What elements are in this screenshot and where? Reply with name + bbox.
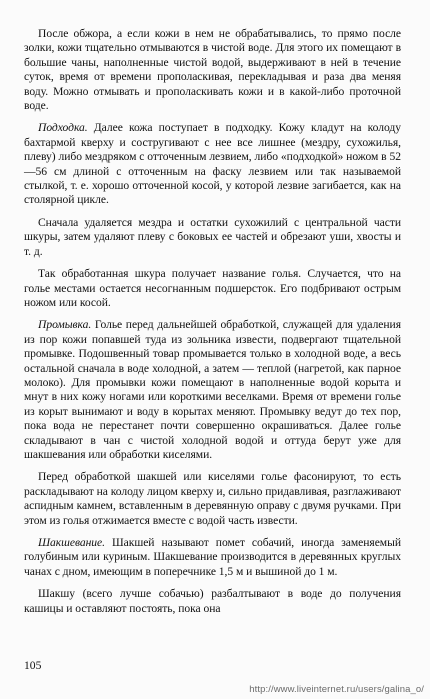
page-number: 105 bbox=[24, 659, 42, 672]
paragraph-golye bbox=[24, 267, 401, 310]
paragraph-lead: Подходка. bbox=[38, 121, 88, 135]
paragraph-text: Сначала удаляется мездра и остатки сухожилий с центральной части шкуры, затем удаляют плеву с боковых ее частей и обрезают уши, хвосты и т. д. bbox=[24, 215, 401, 258]
watermark-url: http://www.liveinternet.ru/users/galina_o/ bbox=[249, 684, 424, 695]
paragraph-text: Шакшу (всего лучше собачью) разбалтывают в воде до получения кашицы и оставляют постоять, пока она bbox=[24, 587, 401, 615]
paragraph-text: Перед обработкой шакшей или киселями голье фасонируют, то есть раскладывают на колоду лицом кверху и, сильно придавливая, разглаживают аспидным камнем, вставленным в деревянную оправу с двумя ручками. При этом из голья отжимается вместе с водой часть извести. bbox=[24, 470, 401, 527]
paragraph-fasonirovanie bbox=[24, 470, 401, 528]
paragraph-washing bbox=[24, 27, 401, 113]
paragraph-lead: Промывка. bbox=[38, 318, 92, 332]
paragraph-text: Шакшей называют помет собачий, иногда заменяемый голубиным или куриным. Шакшевание производится в деревянных круглых чанах с дном, имеющим в поперечнике 1,5 м и вышиной до 1 м. bbox=[24, 536, 401, 578]
paragraph-shakshevanie bbox=[24, 536, 401, 579]
paragraph-promyvka bbox=[24, 318, 401, 462]
paragraph-text: Так обработанная шкура получает название голья. Случается, что на голье местами остается несогнанным подшерсток. Его подбривают острым ножом или косой. bbox=[24, 267, 401, 309]
paragraph-podkhodka bbox=[24, 121, 401, 207]
paragraph-text: После обжора, а если кожи в нем не обрабатывались, то прямо после золки, кожи тщательно отмываются в чистой воде. Для этого их помещают в большие чаны, наполненные чистой водой, выдерживают в ней в течение суток, время от времени прополаскивая, перекладывая и раза два меняя воду. Можно отмывать и прополаскивать кожи и в какой-либо проточной воде. bbox=[24, 27, 401, 113]
page-text bbox=[24, 27, 401, 624]
paragraph-shaksha bbox=[24, 587, 401, 616]
paragraph-mezdra bbox=[24, 216, 401, 259]
paragraph-lead: Шакшевание. bbox=[38, 536, 106, 549]
paragraph-text: Далее кожа поступает в подходку. Кожу кладут на колоду бахтармой кверху и состругивают с нее все лишнее (мездру, сухожилья, плеву) либо мездряком с отточенным лезвием, либо «подходкой» ножом в 52—56 см длиной с отточенным на фаску лезвием или так называемой стылкой, т. е. хорошо отточенной косой, у которой лезвие загибается, как на столярной цикле. bbox=[24, 121, 401, 207]
paragraph-text: Голье перед дальнейшей обработкой, служащей для удаления из пор кожи попавшей туда из зольника извести, подвергают тщательной промывке. Подошвенный товар промывается только в холодной воде, а весь остальной сначала в воде холодной, а затем — теплой (нагретой, как парное молоко). Для промывки кожи помещают в наполненные водой корыта и мнут в них кожу ногами или короткими веселками. Время от времени голье из корыт вынимают и воду в корытах меняют. Промывку ведут до тех пор, пока вода не перестанет почти совершенно окрашиваться. Далее голье складывают в чан с чистой холодной водой и оттуда берут уже для шакшевания или обработки киселями. bbox=[24, 318, 401, 461]
